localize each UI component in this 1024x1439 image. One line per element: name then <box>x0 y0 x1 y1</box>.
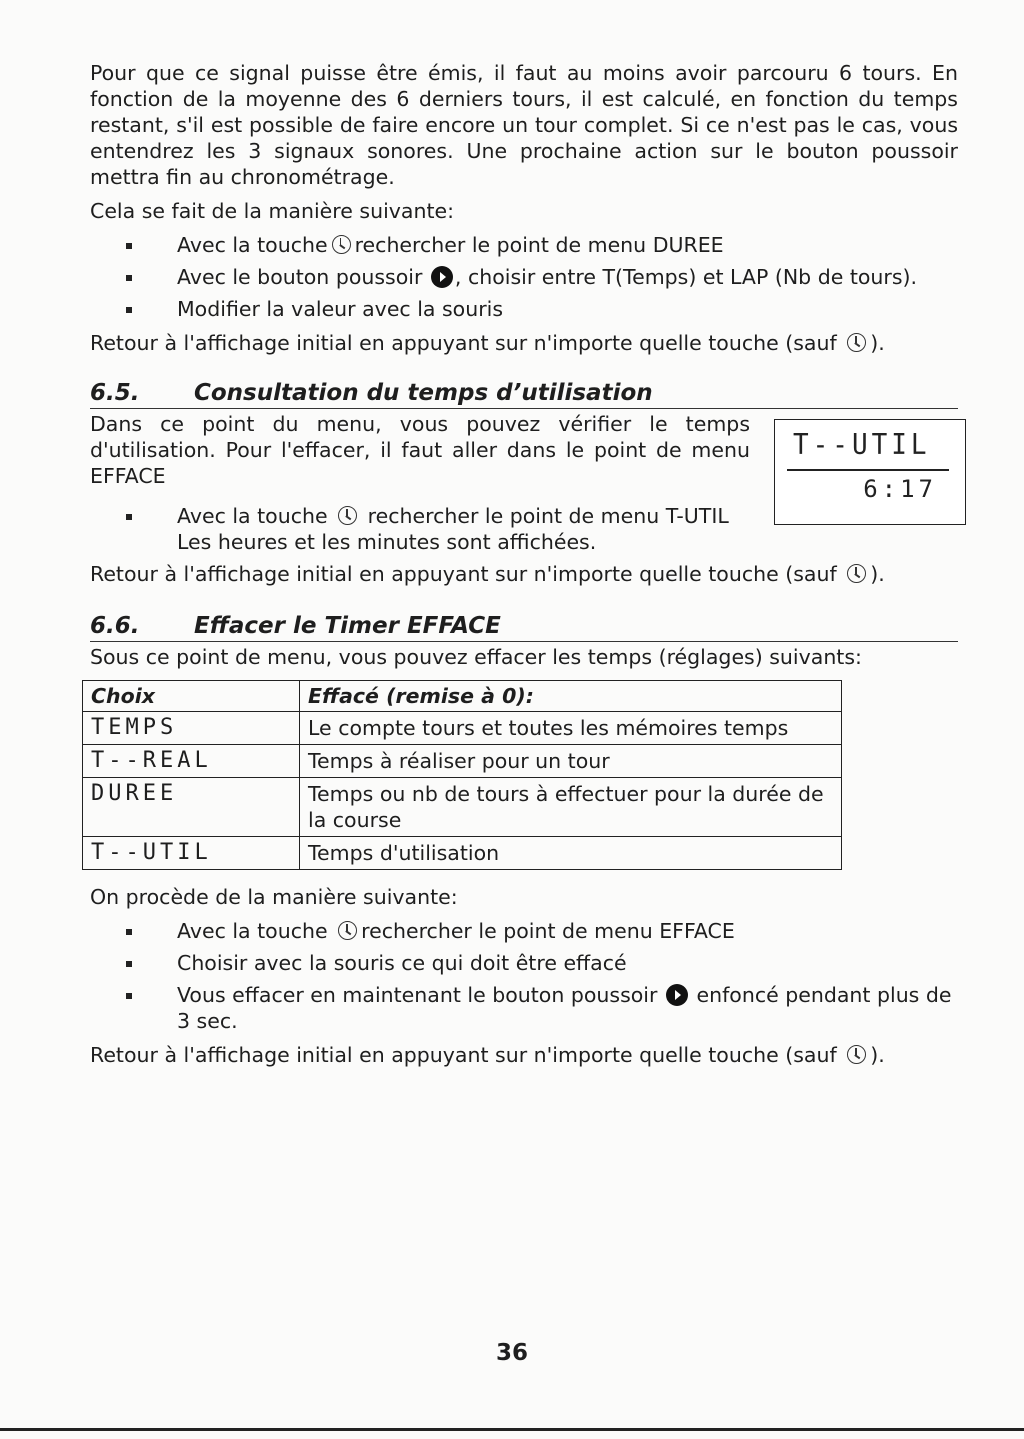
clock-icon <box>338 921 357 940</box>
step-text: enfoncé pendant plus de 3 sec. <box>177 983 952 1033</box>
clock-icon <box>847 333 866 352</box>
clock-icon <box>332 235 351 254</box>
section-paragraph: Sous ce point de menu, vous pouvez effacer les temps (réglages) suivants: <box>90 645 862 669</box>
section-steps <box>90 918 958 1034</box>
lcd-line-2: 6:17 <box>863 475 937 503</box>
return-note <box>90 330 958 356</box>
step-text: , choisir entre T(Temps) et LAP (Nb de tours). <box>454 265 918 289</box>
table-cell-choice: T--REAL <box>83 745 300 778</box>
section-number: 6.5. <box>90 380 140 406</box>
intro-steps <box>90 232 958 322</box>
return-text: ). <box>870 562 885 586</box>
return-text: ). <box>870 331 885 355</box>
table-row <box>83 712 842 745</box>
section-title: Effacer le Timer EFFACE <box>194 613 501 639</box>
page-content <box>90 60 958 1068</box>
page-number: 36 <box>495 1340 528 1366</box>
list-item <box>90 503 750 555</box>
return-text: Retour à l'affichage initial en appuyant sur n'importe quelle touche (sauf <box>90 562 837 586</box>
section-paragraph: Dans ce point du menu, vous pouvez vérifier le temps d'utilisation. Pour l'effacer, il faut aller dans le point de menu EFFACE <box>90 412 750 488</box>
step-text: Avec le bouton poussoir <box>177 265 423 289</box>
section-steps <box>90 503 750 555</box>
section-number: 6.6. <box>90 613 140 639</box>
table-cell-choice: DUREE <box>83 778 300 837</box>
step-text: Avec la touche <box>177 504 328 528</box>
section-6-5-body <box>90 411 958 557</box>
list-item <box>90 232 958 258</box>
section-lead: On procède de la manière suivante: <box>90 885 458 909</box>
intro-lead: Cela se fait de la manière suivante: <box>90 199 455 223</box>
return-note <box>90 561 958 587</box>
step-text: rechercher le point de menu DUREE <box>354 233 724 257</box>
step-text: rechercher le point de menu T-UTIL <box>367 504 729 528</box>
table-row <box>83 778 842 837</box>
list-item <box>90 264 958 290</box>
table-cell-description: Temps ou nb de tours à effectuer pour la durée de la course <box>300 778 842 837</box>
section-title: Consultation du temps d’utilisation <box>194 380 653 406</box>
clock-icon <box>338 506 357 525</box>
section-heading-6-6 <box>90 613 958 642</box>
table-cell-description: Le compte tours et toutes les mémoires temps <box>300 712 842 745</box>
step-text: rechercher le point de menu EFFACE <box>361 919 735 943</box>
return-text: Retour à l'affichage initial en appuyant sur n'importe quelle touche (sauf <box>90 1043 837 1067</box>
table-row <box>83 745 842 778</box>
list-item <box>90 950 958 976</box>
list-item <box>90 982 958 1034</box>
table-row <box>83 837 842 870</box>
step-text: Choisir avec la souris ce qui doit être effacé <box>177 951 627 975</box>
list-item <box>90 918 958 944</box>
lcd-display <box>774 419 966 525</box>
step-text: Les heures et les minutes sont affichées. <box>177 530 597 554</box>
lcd-divider <box>787 469 949 471</box>
step-text: Modifier la valeur avec la souris <box>177 297 504 321</box>
clock-icon <box>847 564 866 583</box>
return-note <box>90 1042 958 1068</box>
table-header: Effacé (remise à 0): <box>300 681 842 712</box>
push-button-icon <box>666 984 688 1006</box>
table-cell-choice: T--UTIL <box>83 837 300 870</box>
bottom-rule <box>0 1428 1024 1431</box>
table-cell-description: Temps d'utilisation <box>300 837 842 870</box>
intro-paragraph: Pour que ce signal puisse être émis, il faut au moins avoir parcouru 6 tours. En fonction de la moyenne des 6 derniers tours, il est calculé, en fonction du temps restant, s'il est possible de faire encore un tour complet. Si ce n'est pas le cas, vous entendrez les 3 signaux sonores. Une prochaine action sur le bouton poussoir mettra fin au chronométrage. <box>90 61 958 189</box>
erase-options-table <box>82 680 842 870</box>
push-button-icon <box>431 266 453 288</box>
section-heading-6-5 <box>90 380 958 409</box>
step-text: Vous effacer en maintenant le bouton poussoir <box>177 983 658 1007</box>
lcd-line-1: T--UTIL <box>793 428 931 462</box>
return-text: ). <box>870 1043 885 1067</box>
table-cell-description: Temps à réaliser pour un tour <box>300 745 842 778</box>
step-text: Avec la touche <box>177 919 328 943</box>
table-header-row <box>83 681 842 712</box>
return-text: Retour à l'affichage initial en appuyant sur n'importe quelle touche (sauf <box>90 331 837 355</box>
table-header: Choix <box>83 681 300 712</box>
list-item <box>90 296 958 322</box>
step-text: Avec la touche <box>177 233 328 257</box>
clock-icon <box>847 1045 866 1064</box>
table-cell-choice: TEMPS <box>83 712 300 745</box>
